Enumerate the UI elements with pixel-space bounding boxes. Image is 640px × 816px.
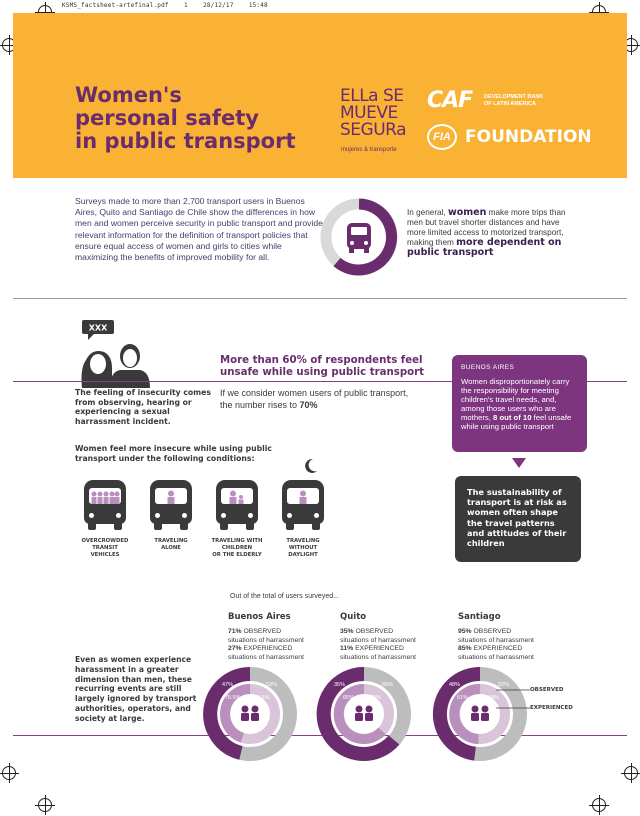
sustainability-box: The sustainability of transport is at risk as women often shape the travel patterns and attitudes of their children xyxy=(455,476,581,562)
text-run: feel unsafe while using public transport xyxy=(461,413,572,431)
buenos-aires-title: BUENOS AIRES xyxy=(461,364,515,371)
registration-mark-icon xyxy=(592,798,606,812)
text-run: In general, xyxy=(407,208,448,217)
caf-sub-line: OF LATIN AMERICA xyxy=(484,101,536,107)
observed-pct: 95% xyxy=(458,628,472,635)
condition-label-line: VEHICLES xyxy=(90,551,120,558)
buenos-aires-donut xyxy=(202,666,298,762)
insecurity-text: The feeling of insecurity comes from observing, hearing or experiencing a sexual harrassment incident. xyxy=(75,388,211,426)
seventy-percent-text xyxy=(220,388,410,411)
divider xyxy=(13,298,627,299)
sixty-percent-headline: More than 60% of respondents feel unsafe while using public transport xyxy=(220,355,425,378)
donut-label: 35% xyxy=(334,682,346,688)
experienced-word: EXPERIENCED xyxy=(355,645,404,653)
experienced-word: EXPERIENCED xyxy=(473,645,523,653)
legend-experienced: EXPERIENCED xyxy=(530,705,573,711)
caf-sub-line: DEVELOPMENT BANK xyxy=(484,94,544,100)
donut-label: 52% xyxy=(498,682,510,688)
experienced-pct: 85% xyxy=(458,645,472,653)
stat-suffix: situations of harrassment xyxy=(340,653,416,661)
down-arrow-icon xyxy=(512,458,526,468)
print-time: 15:48 xyxy=(248,2,268,9)
logo-line: MUEVE xyxy=(340,103,398,123)
observed-pct: 35% xyxy=(340,628,354,635)
text-run-bold: women xyxy=(447,207,487,218)
women-dependence-text xyxy=(407,208,577,258)
text-run-bold: 8 out of 10 xyxy=(493,413,532,422)
condition-label-line: DAYLIGHT xyxy=(288,551,318,558)
city-stats xyxy=(228,628,338,662)
alone-bus-icon xyxy=(150,480,192,524)
quito-donut xyxy=(316,666,412,762)
observed-word: OBSERVED xyxy=(243,628,282,635)
condition-label-line: TRAVELING xyxy=(286,538,320,544)
donut-label: 65% xyxy=(382,682,394,688)
experienced-word: EXPERIENCED xyxy=(243,645,293,653)
print-filename: KSMS_factsheet-artefinal.pdf xyxy=(62,2,169,9)
condition-label-line: TRANSIT xyxy=(92,544,118,551)
speech-bubble-text: XXX xyxy=(88,323,108,333)
conditions-title: Women feel more insecure while using public transport under the following conditions: xyxy=(75,444,272,463)
moon-icon xyxy=(304,458,318,474)
condition-label-line: ALONE xyxy=(161,544,181,551)
stat-suffix: situations of harrassment xyxy=(458,653,534,661)
observed-pct: 71% xyxy=(228,628,242,635)
family-bus-icon xyxy=(216,480,258,524)
legend-observed: OBSERVED xyxy=(530,687,564,693)
donut-label: 35% xyxy=(370,695,382,701)
donut-label: 57.5% xyxy=(254,695,270,701)
logo-line: ELLa SE xyxy=(340,86,404,106)
donut-label: 51% xyxy=(457,695,469,701)
registration-mark-icon xyxy=(624,766,638,780)
stat-suffix: situations of harrassment xyxy=(458,636,534,644)
registration-mark-icon xyxy=(38,798,52,812)
city-name: Quito xyxy=(340,612,367,622)
city-stats xyxy=(340,628,450,662)
even-as-women-text: Even as women experience harassment in a greater dimension than men, these recurring events are still largely ignored by transport authorities, operators, and society at large. xyxy=(75,655,197,723)
city-name: Santiago xyxy=(458,612,501,622)
city-name: Buenos Aires xyxy=(228,612,291,622)
experienced-pct: 11% xyxy=(340,645,354,653)
title-line: Women's xyxy=(75,83,182,107)
print-page: 1 xyxy=(184,2,188,9)
donut-label: 75.5% xyxy=(225,695,241,701)
city-stats xyxy=(458,628,568,662)
buenos-aires-box xyxy=(452,355,587,452)
conditions-row xyxy=(78,476,438,586)
harassment-icon xyxy=(74,318,154,388)
caf-subtitle xyxy=(484,94,584,108)
title-line: in public transport xyxy=(75,129,296,153)
experienced-pct: 27% xyxy=(228,645,242,653)
text-run: make more trips than men but travel shorter distances and have more limited access to motorized transport, making them xyxy=(407,208,566,247)
condition-label xyxy=(263,538,343,558)
registration-mark-icon xyxy=(2,766,16,780)
logo-line: SEGURa xyxy=(340,120,407,140)
donut-label: 53% xyxy=(266,682,278,688)
stat-suffix: situations of harrassment xyxy=(340,636,416,644)
page-title xyxy=(75,84,315,153)
buenos-aires-text xyxy=(461,377,578,431)
condition-label-line: TRAVELING WITH xyxy=(211,538,263,544)
fia-foundation-text: FOUNDATION xyxy=(465,127,592,147)
donut-label: 47% xyxy=(222,682,234,688)
print-header xyxy=(62,2,268,9)
donut-label: 49% xyxy=(488,695,500,701)
condition-label-line: OR THE ELDERLY xyxy=(212,551,262,558)
survey-intro: Out of the total of users surveyed... xyxy=(230,593,339,600)
text-run: If we consider women users of public transport, the number rises to xyxy=(220,388,409,410)
condition-label-line: CHILDREN xyxy=(221,544,253,551)
night-bus-icon xyxy=(282,480,324,524)
observed-word: OBSERVED xyxy=(473,628,512,635)
text-run-bold: 70% xyxy=(299,399,318,410)
print-date: 28/12/17 xyxy=(203,2,234,9)
text-run: Women disproportionately carry the responsibility for meeting children's travel needs, and, among those users who are mothers, xyxy=(461,377,570,422)
donut-label: 48% xyxy=(449,682,461,688)
text-run-bold: more dependent on public transport xyxy=(407,237,562,258)
crowded-bus-icon xyxy=(84,480,126,524)
fia-logo: FIA xyxy=(427,124,457,150)
title-line: personal safety xyxy=(75,106,259,130)
condition-label-line: TRAVELING xyxy=(154,538,188,544)
condition-label-line: WITHOUT xyxy=(288,544,318,551)
condition-label-line: OVERCROWDED xyxy=(81,538,129,544)
ella-tagline: mujeres & transporte xyxy=(341,147,397,153)
stat-suffix: situations of harrassment xyxy=(228,653,304,661)
bus-donut-icon xyxy=(318,196,400,278)
intro-paragraph: Surveys made to more than 2,700 transport users in Buenos Aires, Quito and Santiago de Chile show the differences in how men and women perceive security in public transport and provide relevant information for the definition of transport policies that ensure equal access of women and girls to cities while maximizing the benefits of improved mobility for all. xyxy=(75,196,323,263)
observed-word: OBSERVED xyxy=(355,628,394,635)
donut-label: 65% xyxy=(343,695,355,701)
stat-suffix: situations of harrassment xyxy=(228,636,304,644)
legend-leader-lines xyxy=(496,686,532,716)
ella-se-mueve-logo xyxy=(340,88,410,139)
caf-logo: CAF xyxy=(427,88,473,113)
